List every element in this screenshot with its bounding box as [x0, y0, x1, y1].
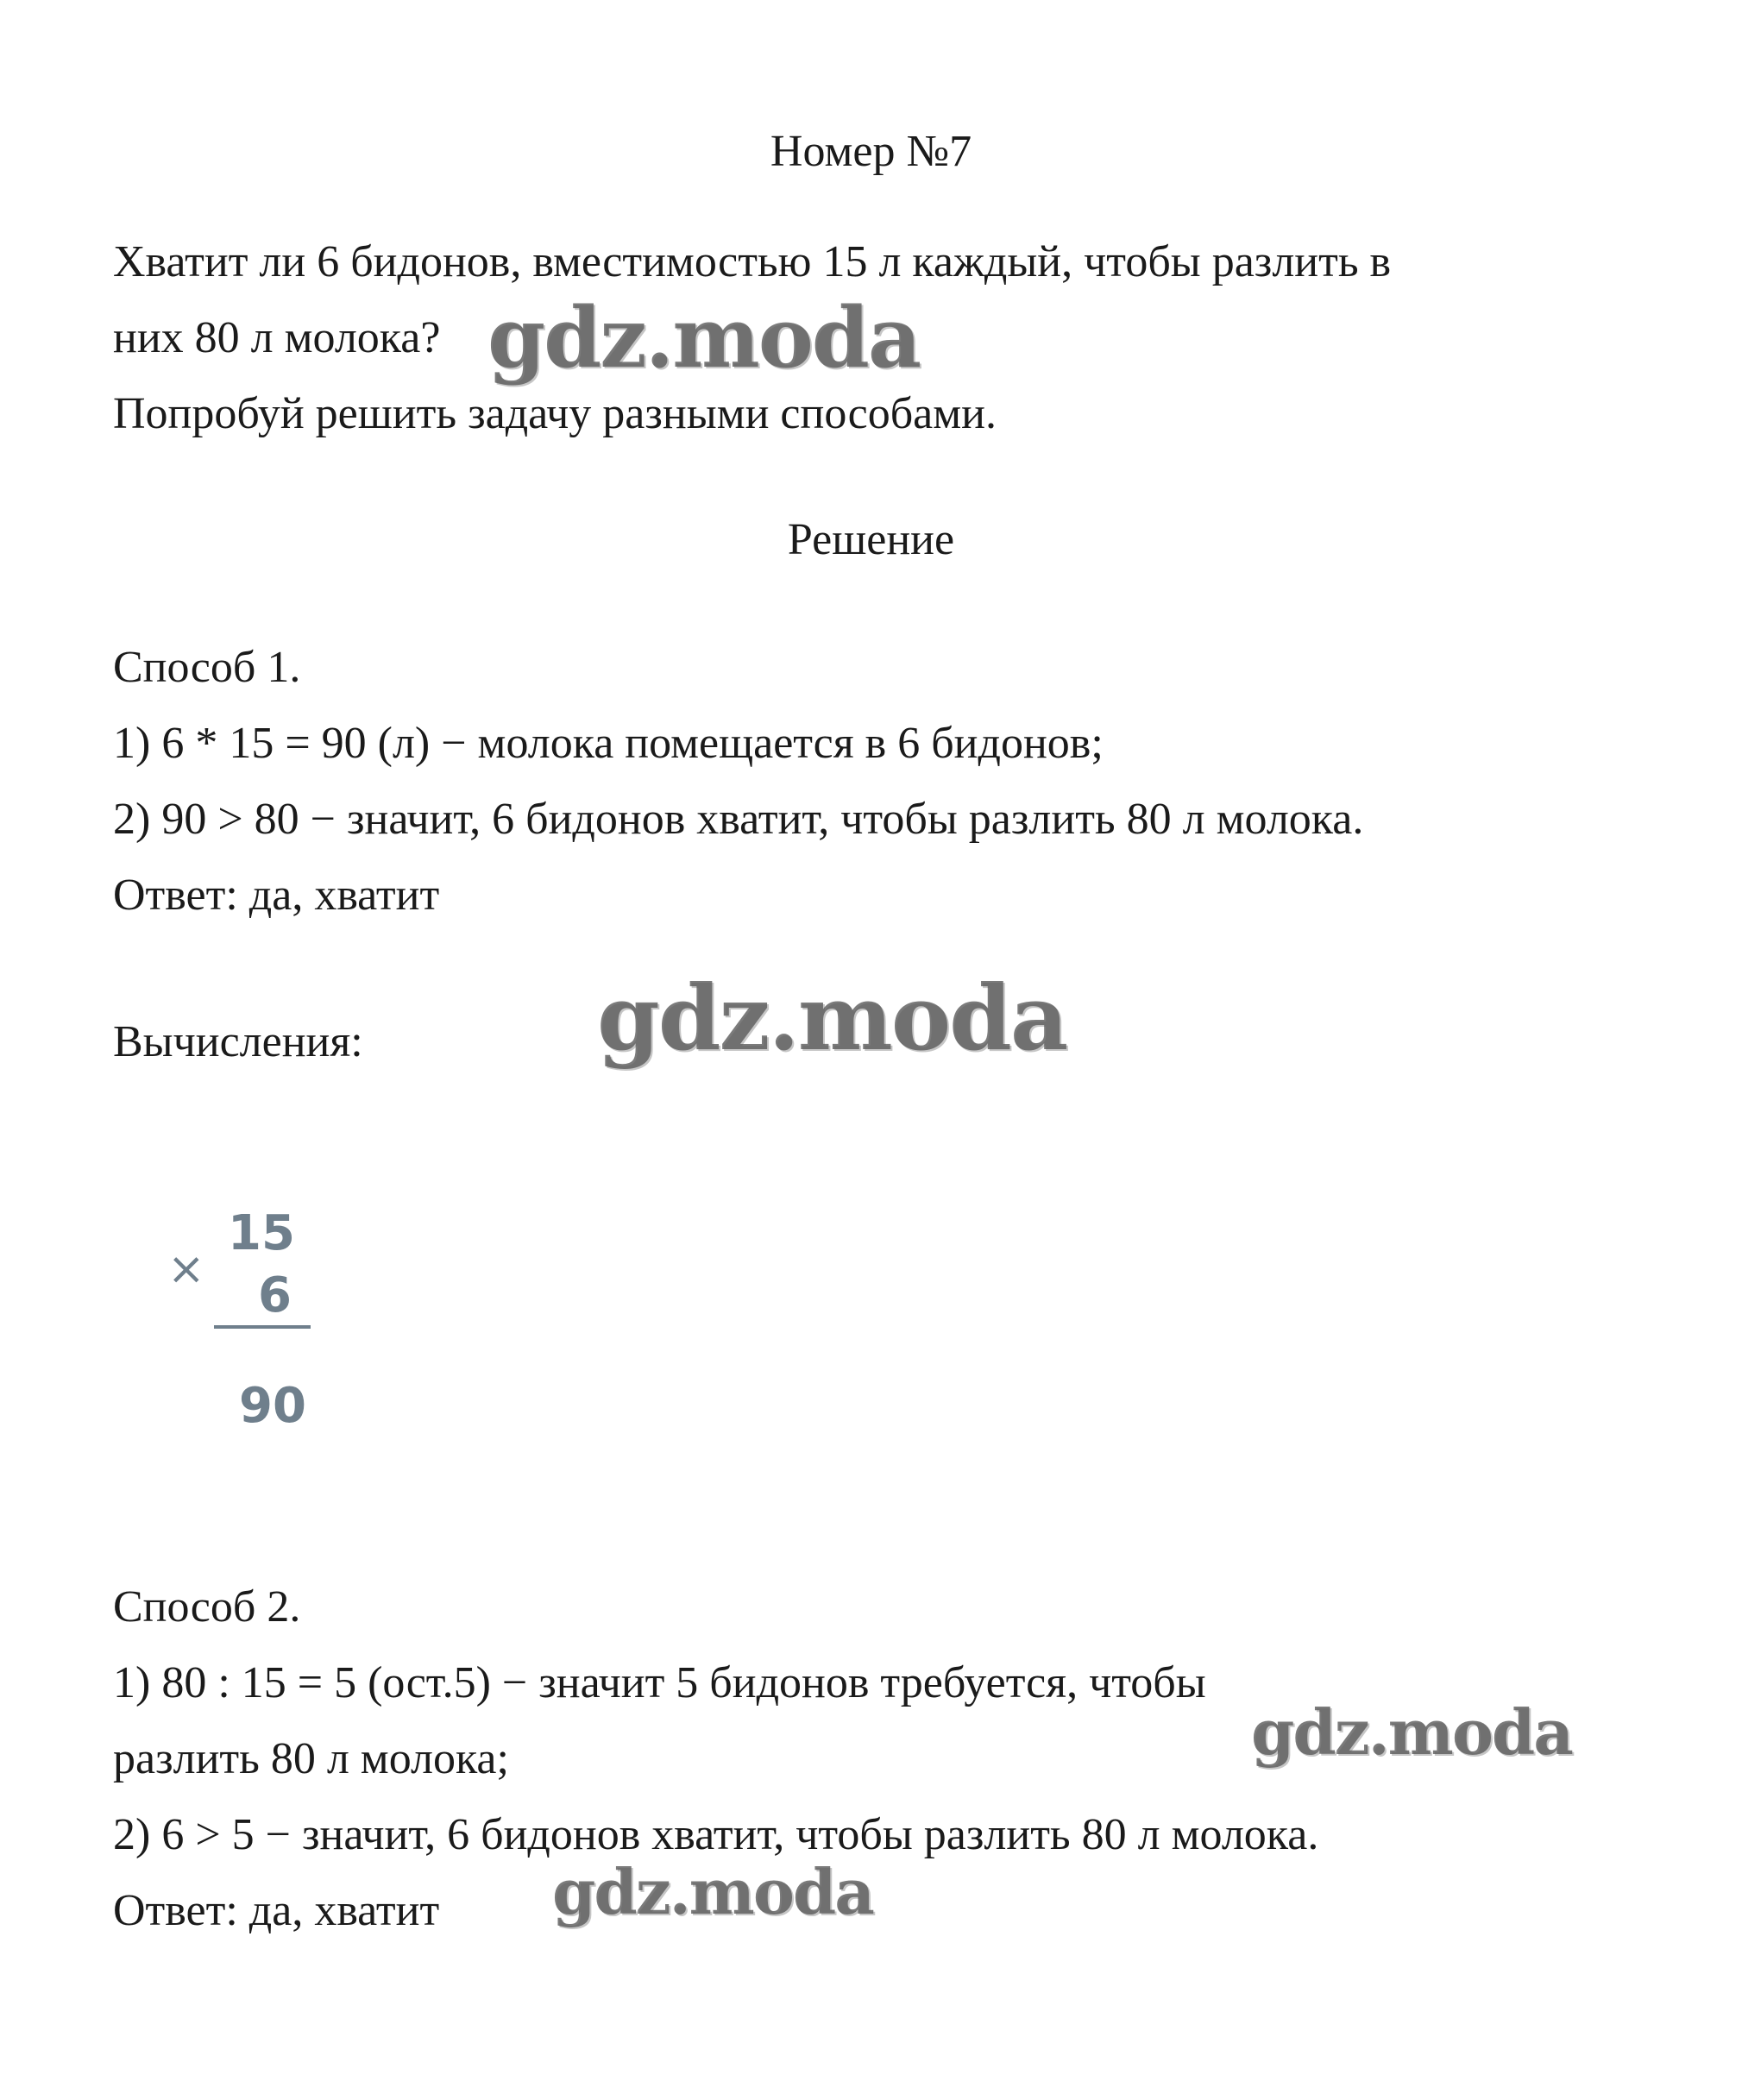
solution-heading: Решение — [787, 515, 955, 564]
watermark: gdz.moda — [597, 965, 1067, 1071]
method1-title: Способ 1. — [113, 643, 301, 692]
watermark: gdz.moda — [487, 289, 921, 387]
calc-divider — [214, 1325, 311, 1329]
method2-step1-a: 1) 80 : 15 = 5 (ост.5) − значит 5 бидонов требуется, чтобы — [113, 1658, 1206, 1707]
calculations-label: Вычисления: — [113, 1017, 363, 1066]
calc-multiplier: 6 — [258, 1267, 292, 1324]
method1-step2: 2) 90 > 80 − значит, 6 бидонов хватит, чтобы разлить 80 л молока. — [113, 795, 1364, 844]
method2-title: Способ 2. — [113, 1582, 301, 1632]
method2-answer: Ответ: да, хватит — [113, 1886, 440, 1935]
calc-multiplicand: 15 — [228, 1205, 295, 1261]
task-line-1: Хватит ли 6 бидонов, вместимостью 15 л каждый, чтобы разлить в — [113, 237, 1392, 286]
method2-step2: 2) 6 > 5 − значит, 6 бидонов хватит, чтобы разлить 80 л молока. — [113, 1810, 1319, 1859]
watermark: gdz.moda — [552, 1855, 873, 1928]
task-line-2: них 80 л молока? — [113, 313, 441, 362]
page-title: Номер №7 — [770, 127, 972, 176]
watermark: gdz.moda — [1251, 1695, 1572, 1769]
method1-step1: 1) 6 * 15 = 90 (л) − молока помещается в 6 бидонов; — [113, 719, 1104, 768]
task-line-3: Попробуй решить задачу разными способами. — [113, 389, 997, 438]
method2-step1-b: разлить 80 л молока; — [113, 1734, 509, 1783]
method1-answer: Ответ: да, хватит — [113, 871, 440, 920]
calc-result: 90 — [239, 1378, 306, 1434]
multiply-sign: × — [167, 1243, 205, 1295]
